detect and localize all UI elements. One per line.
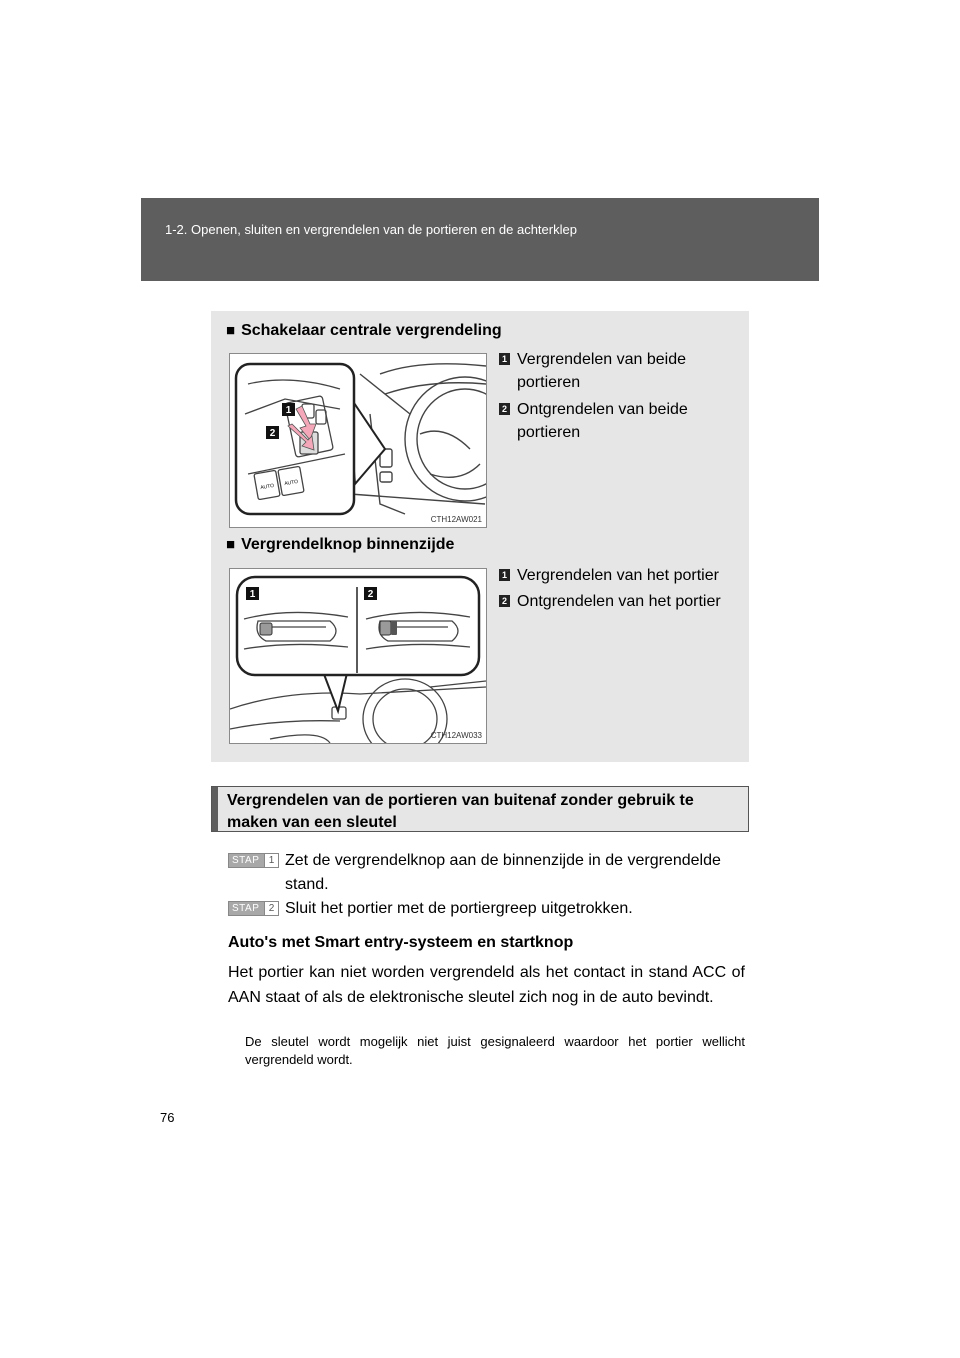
callout-2: 2 <box>269 428 276 439</box>
step-badge: STAP 1 <box>228 853 279 868</box>
square-bullet-icon: ■ <box>226 536 236 553</box>
chapter-title: 1-2. Openen, sluiten en vergrendelen van de portieren en de achterklep <box>165 222 577 237</box>
subheading: Auto's met Smart entry-systeem en startknop <box>228 934 574 951</box>
number-badge-icon: 2 <box>499 595 510 607</box>
callout-2: 2 <box>367 589 374 600</box>
central-lock-switch-illustration <box>229 353 487 528</box>
page-number: 76 <box>160 1110 175 1125</box>
door-handle-drawing <box>230 569 486 743</box>
step-badge: STAP 2 <box>228 901 279 916</box>
square-bullet-icon: ■ <box>226 322 236 339</box>
chapter-header <box>141 198 819 281</box>
section-heading-central-lock: ■ Schakelaar centrale vergrendeling <box>226 322 502 339</box>
number-badge-icon: 1 <box>499 353 510 365</box>
image-code: CTH12AW021 <box>430 515 482 524</box>
procedure-heading-box <box>211 786 749 832</box>
inside-lock-knob-illustration <box>229 568 487 744</box>
number-badge-icon: 2 <box>499 403 510 415</box>
section-heading-inside-lock: ■ Vergrendelknop binnenzijde <box>226 536 455 553</box>
callout-1: 1 <box>285 405 292 416</box>
svg-text:AUTO: AUTO <box>283 478 299 488</box>
image-code: CTH12AW033 <box>430 731 482 740</box>
door-panel-drawing <box>230 354 486 527</box>
callout-1: 1 <box>249 589 256 600</box>
number-badge-icon: 1 <box>499 569 510 581</box>
procedure-heading: Vergrendelen van de portieren van buitenaf zonder gebruik te maken van een sleutel <box>227 792 694 831</box>
note-text: De sleutel wordt mogelijk niet juist gesignaleerd waardoor het portier wellicht vergrendeld wordt. <box>245 1034 745 1067</box>
step-1: STAP 1 Zet de vergrendelknop aan de binnenzijde in de vergrendelde stand. <box>228 849 749 899</box>
step-2: STAP 2 Sluit het portier met de portiergreep uitgetrokken. <box>228 897 749 923</box>
svg-text:AUTO: AUTO <box>259 482 275 492</box>
paragraph: Het portier kan niet worden vergrendeld als het contact in stand ACC of AAN staat of als de elektronische sleutel zich nog in de auto bevindt. <box>228 964 745 1006</box>
heading-accent-bar <box>212 787 218 831</box>
